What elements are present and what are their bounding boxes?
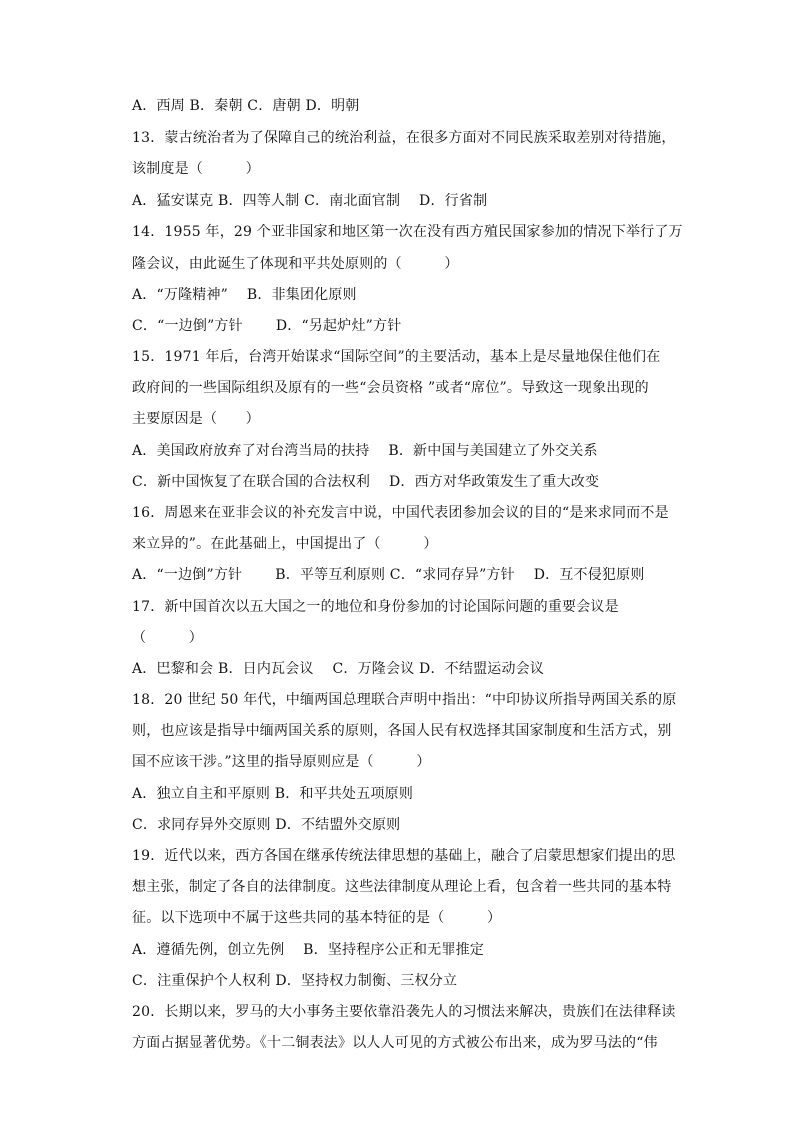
text-line: 16．周恩来在亚非会议的补充发言中说，中国代表团参加会议的目的“是来求同而不是 (132, 505, 669, 521)
text-line: 国不应该干涉。”这里的指导原则应是（ ） (132, 754, 431, 770)
text-line: A．“万隆精神” B．非集团化原则 (132, 287, 357, 303)
text-line: 想主张，制定了各自的法律制度。这些法律制度从理论上看，包含着一些共同的基本特 (132, 879, 672, 895)
text-line: A．遵循先例，创立先例 B．坚持程序公正和无罪推定 (132, 942, 485, 958)
text-line: C．新中国恢复了在联合国的合法权利 D．西方对华政策发生了重大改变 (132, 474, 600, 490)
text-line: 则，也应该是指导中缅两国关系的原则，各国人民有权选择其国家制度和生活方式，别 (132, 723, 672, 739)
text-line: 主要原因是（ ） (132, 411, 260, 427)
text-line: 方面占据显著优势。《十二铜表法》以人人可见的方式被公布出来，成为罗马法的“伟 (132, 1035, 658, 1051)
text-line: A．“一边倒”方针 B．平等互利原则 C．“求同存异”方针 D．互不侵犯原则 (132, 567, 645, 583)
text-line: 15．1971 年后，台湾开始谋求“国际空间”的主要活动，基本上是尽量地保住他们在 (132, 349, 661, 365)
text-line: （ ） (132, 630, 203, 646)
text-line: 19．近代以来，西方各国在继承传统法律思想的基础上，融合了启蒙思想家们提出的思 (132, 848, 676, 864)
text-line: 征。以下选项中不属于这些共同的基本特征的是（ ） (132, 910, 502, 926)
text-line: 18．20 世纪 50 年代，中缅两国总理联合声明中指出：“中印协议所指导两国关系的原 (132, 692, 677, 708)
text-line: 来立异的”。在此基础上，中国提出了（ ） (132, 536, 438, 552)
text-line: 政府间的一些国际组织及原有的一些“会员资格 ”或者“席位”。导致这一现象出现的 (132, 380, 649, 396)
text-line: A．独立自主和平原则 B．和平共处五项原则 (132, 786, 414, 802)
text-line: 该制度是（ ） (132, 161, 260, 177)
text-line: C．求同存异外交原则 D．不结盟外交原则 (132, 817, 401, 833)
text-line: A．猛安谋克 B．四等人制 C．南北面官制 D．行省制 (132, 193, 488, 209)
text-line: 20．长期以来，罗马的大小事务主要依靠沿袭先人的习惯法来解决，贵族们在法律释读 (132, 1004, 676, 1020)
text-line: C．“一边倒”方针 D．“另起炉灶”方针 (132, 318, 402, 334)
text-line: 隆会议，由此诞生了体现和平共处原则的（ ） (132, 256, 459, 272)
text-line: C．注重保护个人权利 D．坚持权力制衡、三权分立 (132, 973, 458, 989)
text-line: 14．1955 年，29 个亚非国家和地区第一次在没有西方殖民国家参加的情况下举行了万 (132, 224, 683, 240)
text-line: A．西周 B．秦朝 C．唐朝 D．明朝 (132, 98, 360, 114)
text-line: 17．新中国首次以五大国之一的地位和身份参加的讨论国际问题的重要会议是 (132, 599, 619, 615)
text-line: 13．蒙古统治者为了保障自己的统治利益，在很多方面对不同民族采取差别对待措施， (132, 130, 676, 146)
text-line: A．巴黎和会 B．日内瓦会议 C．万隆会议 D．不结盟运动会议 (132, 661, 545, 677)
text-line: A．美国政府放弃了对台湾当局的扶持 B．新中国与美国建立了外交关系 (132, 443, 598, 459)
